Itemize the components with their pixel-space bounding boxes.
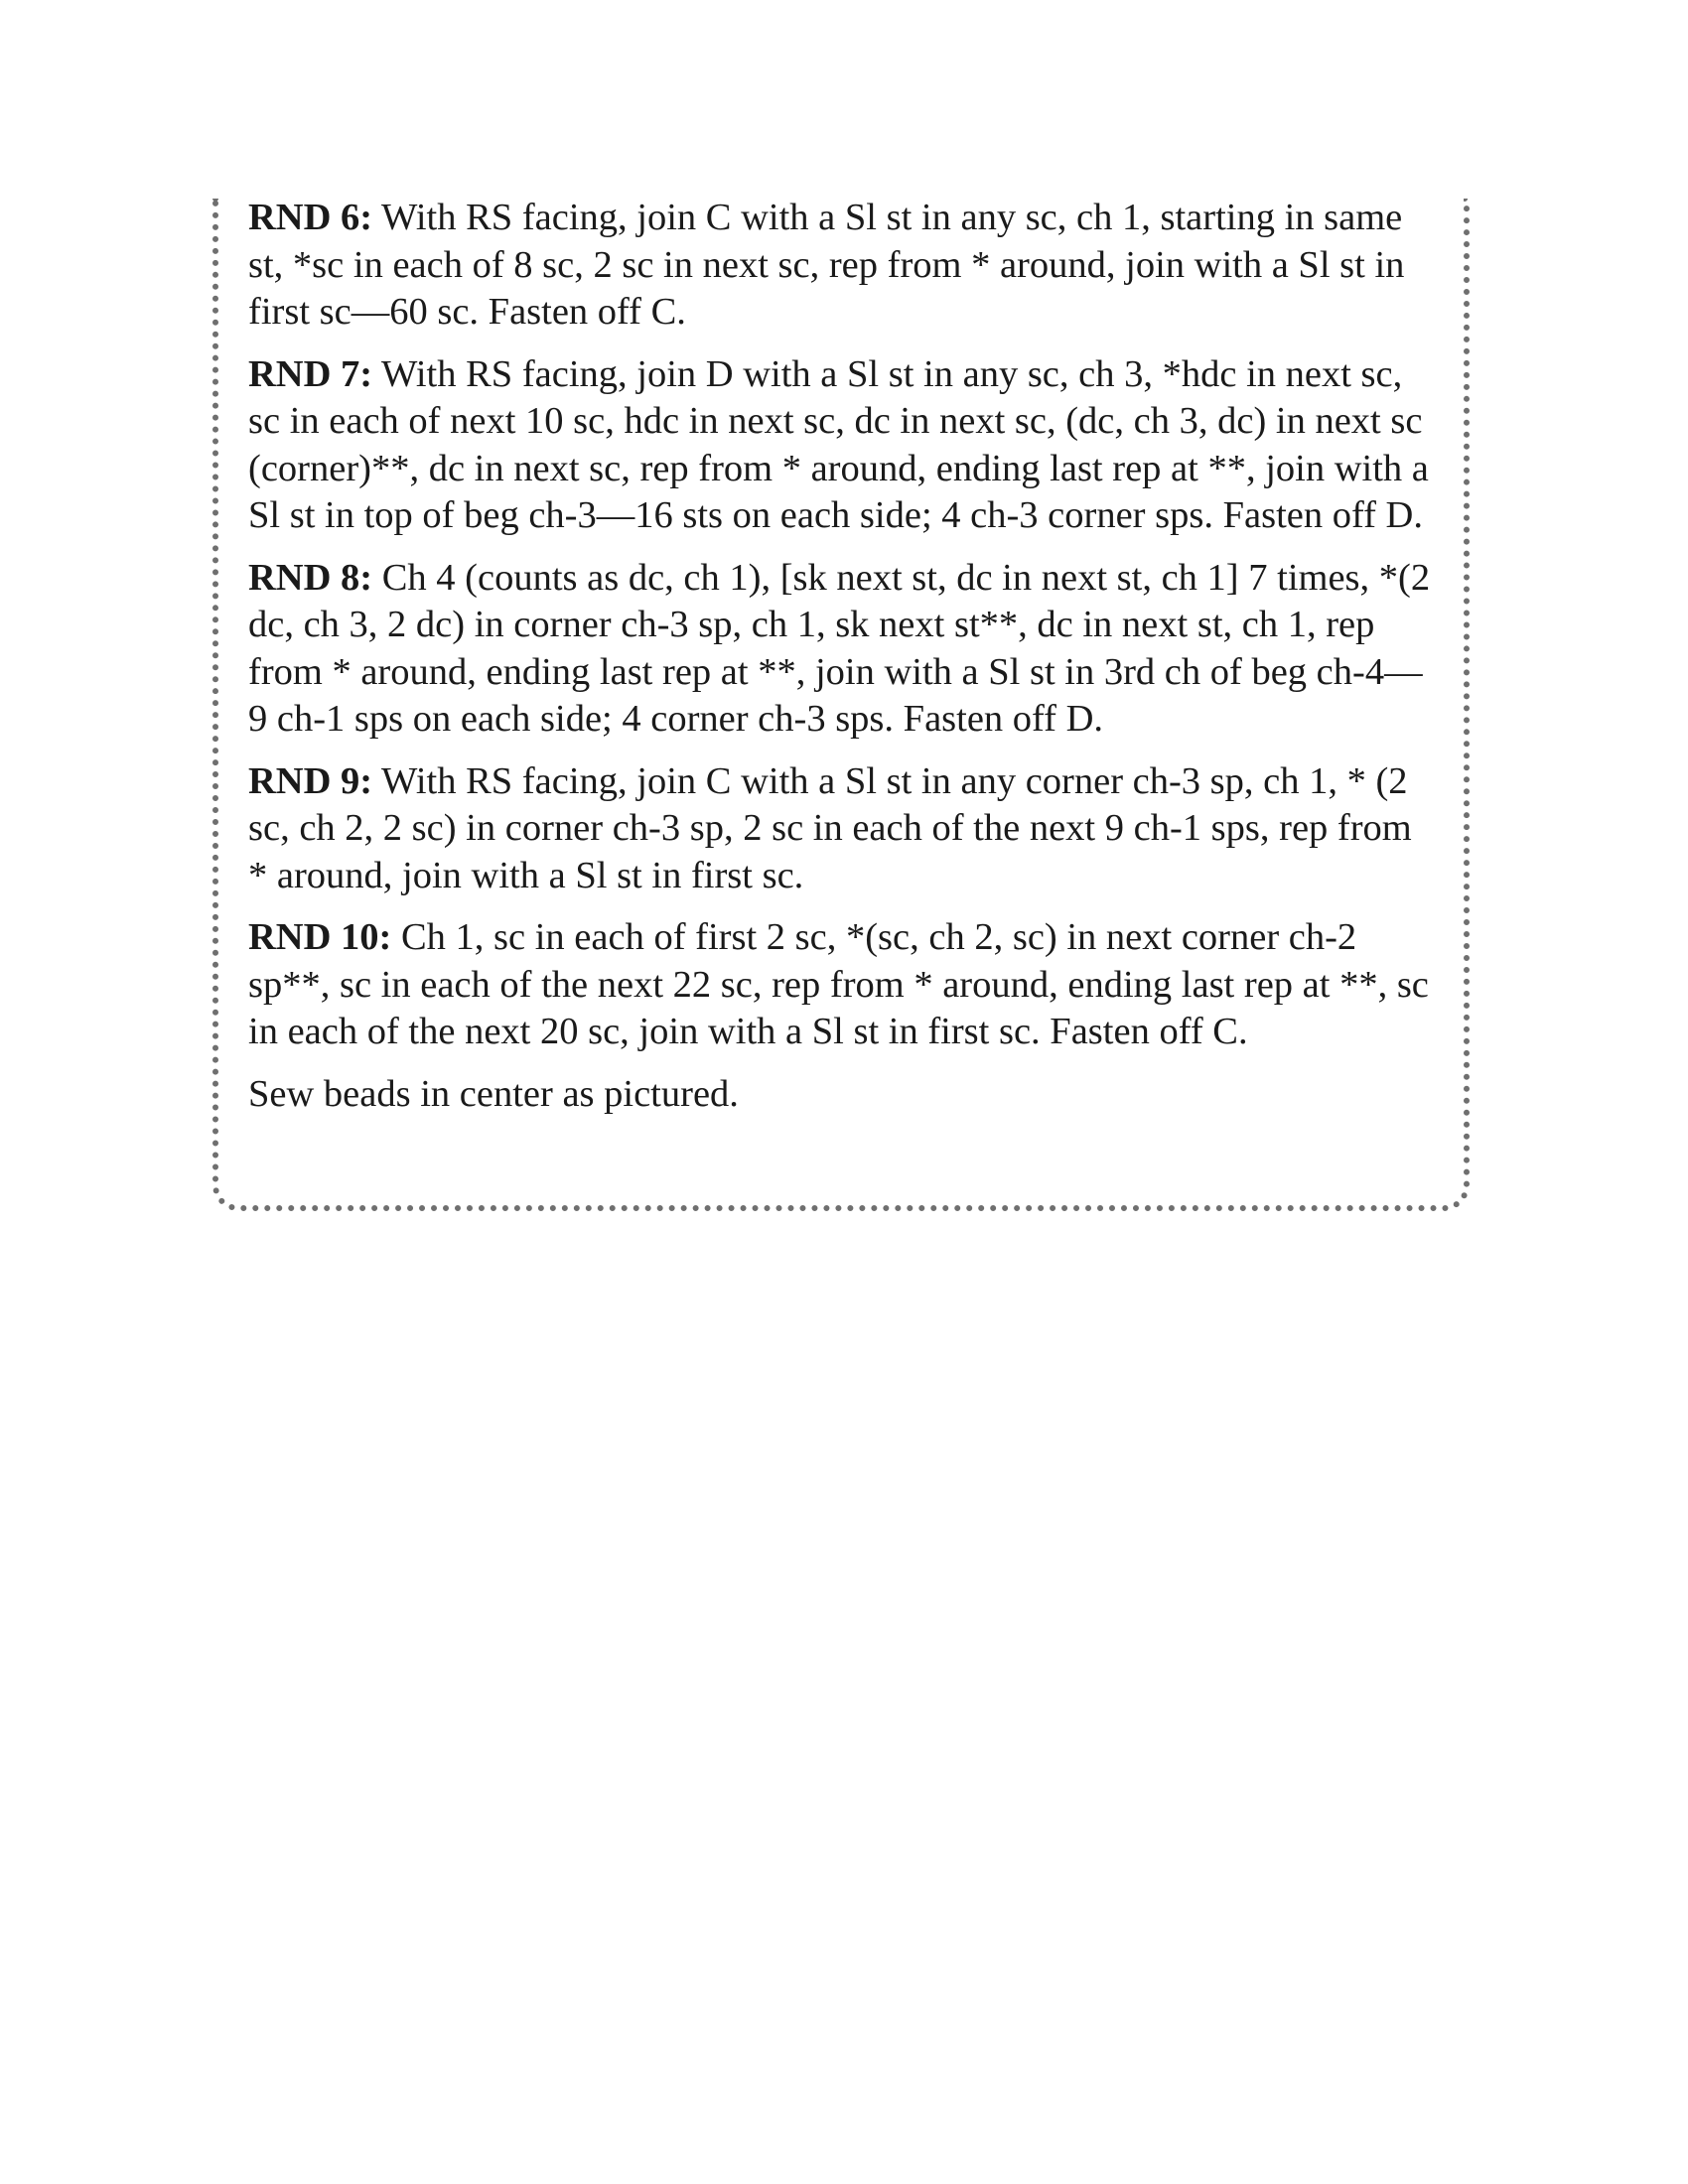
pattern-instructions [248,195,1440,1133]
round-10-paragraph [248,914,1440,1056]
round-7-text: With RS facing, join D with a Sl st in any sc, ch 3, *hdc in next sc, sc in each of next 10 sc, hdc in next sc, dc in next sc, (dc, ch 3, dc) in next sc (corner)**, dc in next sc, rep from * around, ending last rep at **, join with a Sl st in top of beg ch-3—16 sts on each side; 4 ch-3 corner sps. Fasten off D. [248,352,1429,536]
round-9-text: With RS facing, join C with a Sl st in any corner ch-3 sp, ch 1, * (2 sc, ch 2, 2 sc) in corner ch-3 sp, 2 sc in each of the next 9 ch-1 sps, rep from * around, join with a Sl st in first sc. [248,759,1412,896]
round-6-label: RND 6: [248,197,373,238]
round-7-paragraph [248,351,1440,540]
closing-note: Sew beads in center as pictured. [248,1072,739,1115]
round-8-text: Ch 4 (counts as dc, ch 1), [sk next st, dc in next st, ch 1] 7 times, *(2 dc, ch 3, 2 dc) in corner ch-3 sp, ch 1, sk next st**, dc in next st, ch 1, rep from * around, ending last rep at **, join with a Sl st in 3rd ch of beg ch-4—9 ch-1 sps on each side; 4 corner ch-3 sps. Fasten off D. [248,556,1431,740]
round-9-label: RND 9: [248,759,373,802]
round-6-text: With RS facing, join C with a Sl st in any sc, ch 1, starting in same st, *sc in each of 8 sc, 2 sc in next sc, rep from * around, join with a Sl st in first sc—60 sc. Fasten off C. [248,197,1405,333]
round-9-paragraph [248,758,1440,900]
round-6-paragraph [248,195,1440,337]
round-8-paragraph [248,555,1440,744]
round-8-label: RND 8: [248,556,373,599]
round-10-text: Ch 1, sc in each of first 2 sc, *(sc, ch 2, sc) in next corner ch-2 sp**, sc in each of the next 22 sc, rep from * around, ending last rep at **, sc in each of the next 20 sc, join with a Sl st in first sc. Fasten off C. [248,916,1429,1052]
round-7-label: RND 7: [248,352,373,395]
round-10-label: RND 10: [248,916,392,958]
